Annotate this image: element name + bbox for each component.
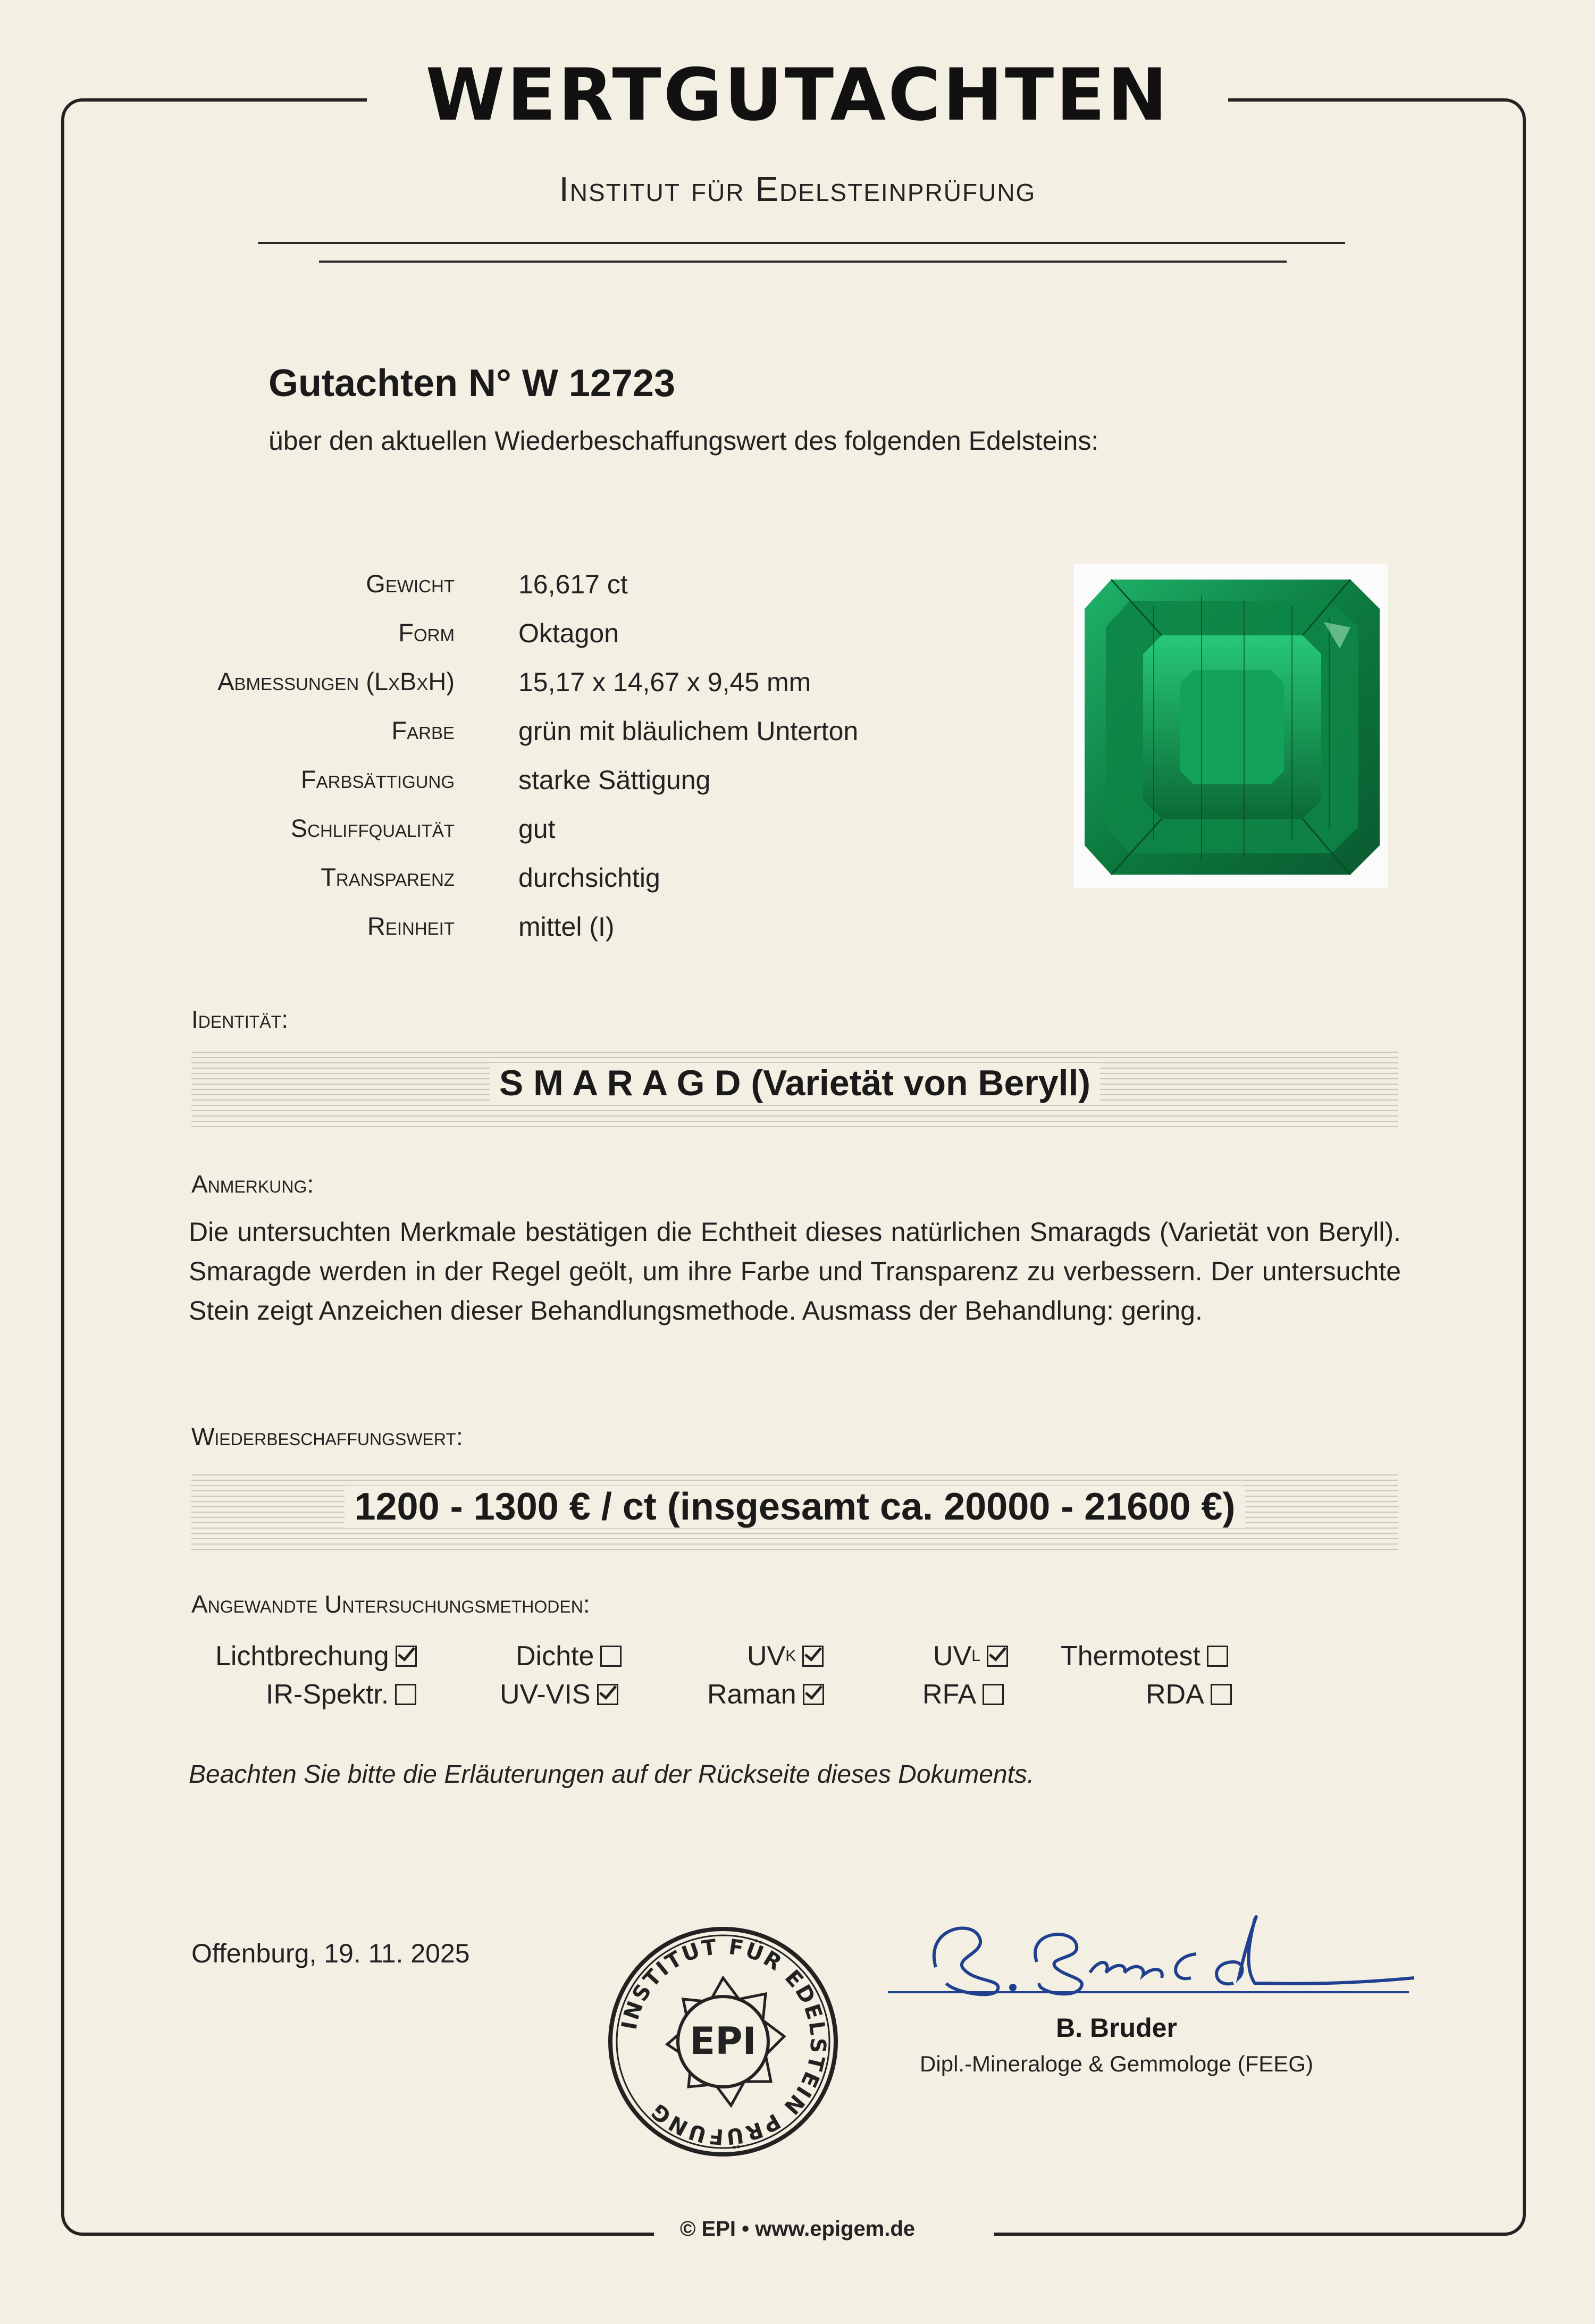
property-value: mittel (I) bbox=[518, 912, 615, 942]
checkbox-checked-icon bbox=[987, 1646, 1008, 1667]
method-name: UV-VIS bbox=[500, 1679, 591, 1710]
property-label: Farbe bbox=[391, 716, 455, 744]
remark-text: Die untersuchten Merkmale bestätigen die Echtheit dieses natürlichen Smaragds (Varietät von Beryll). Smaragde werden in der Regel geölt, um ihre Farbe und Transparenz zu verbessern. Der untersuchte Stein zeigt Anzeichen dieser Behandlungsmethode. Ausmass der Behandlung: gering. bbox=[189, 1217, 1401, 1325]
seal-ring-text: INSTITUT FÜR EDELSTEIN PRÜFUNG bbox=[617, 1934, 830, 2149]
remark-label: Anmerkung: bbox=[191, 1170, 314, 1198]
method-sub: L bbox=[971, 1647, 980, 1665]
property-value: gut bbox=[518, 814, 556, 844]
property-label: Abmessungen (LxBxH) bbox=[217, 667, 455, 695]
identity-band bbox=[191, 1047, 1398, 1127]
method-item bbox=[1061, 1640, 1228, 1672]
certificate-intro: über den aktuellen Wiederbeschaffungswert des folgenden Edelsteins: bbox=[268, 426, 1099, 456]
property-label: Transparenz bbox=[321, 863, 455, 891]
property-value: starke Sättigung bbox=[518, 765, 711, 795]
method-name: Thermotest bbox=[1061, 1641, 1201, 1672]
header-rule-1 bbox=[258, 242, 1345, 244]
property-value: durchsichtig bbox=[518, 863, 660, 893]
property-value: 16,617 ct bbox=[518, 569, 628, 599]
signature-icon bbox=[904, 1898, 1425, 1999]
value-label: Wiederbeschaffungswert: bbox=[191, 1423, 463, 1450]
property-label: Schliffqualität bbox=[290, 814, 455, 842]
method-item bbox=[707, 1679, 824, 1710]
back-note: Beachten Sie bitte die Erläuterungen auf der Rückseite dieses Dokuments. bbox=[189, 1760, 1035, 1789]
method-name: Lichtbrechung bbox=[215, 1641, 389, 1672]
header-rule-2 bbox=[319, 261, 1287, 263]
property-label: Gewicht bbox=[366, 569, 455, 598]
property-label: Reinheit bbox=[367, 912, 455, 940]
method-item bbox=[747, 1640, 824, 1672]
checkbox-checked-icon bbox=[396, 1646, 417, 1667]
method-name: Dichte bbox=[516, 1641, 594, 1672]
seal-icon bbox=[606, 1925, 840, 2159]
emerald-octagon-icon bbox=[1074, 564, 1388, 888]
property-row bbox=[0, 911, 1595, 960]
method-item bbox=[1146, 1679, 1232, 1710]
checkbox-empty-icon bbox=[600, 1646, 622, 1667]
handwritten-signature bbox=[904, 1898, 1425, 1999]
checkbox-empty-icon bbox=[395, 1684, 416, 1705]
property-value: grün mit bläulichem Unterton bbox=[518, 716, 859, 746]
method-name: RFA bbox=[922, 1679, 977, 1710]
method-item bbox=[516, 1640, 622, 1672]
method-item bbox=[215, 1640, 417, 1672]
emerald-photo bbox=[1074, 564, 1388, 888]
document-subtitle: Institut für Edelsteinprüfung bbox=[559, 170, 1036, 208]
property-label: Form bbox=[398, 618, 455, 647]
seal-center-text: EPI bbox=[690, 2019, 757, 2063]
method-sub: K bbox=[785, 1647, 796, 1665]
method-item bbox=[500, 1679, 618, 1710]
method-item bbox=[266, 1679, 416, 1710]
method-name: RDA bbox=[1146, 1679, 1204, 1710]
method-item bbox=[933, 1640, 1008, 1672]
checkbox-checked-icon bbox=[597, 1684, 618, 1705]
value-band bbox=[191, 1470, 1398, 1550]
institute-seal bbox=[606, 1925, 840, 2159]
checkbox-checked-icon bbox=[803, 1684, 824, 1705]
methods-label: Angewandte Untersuchungsmethoden: bbox=[191, 1590, 590, 1618]
checkbox-empty-icon bbox=[1207, 1646, 1228, 1667]
signatory-name: B. Bruder bbox=[1056, 2013, 1177, 2043]
identity-label: Identität: bbox=[191, 1005, 288, 1033]
property-value: Oktagon bbox=[518, 618, 619, 648]
method-name: UV bbox=[933, 1641, 972, 1672]
method-name: IR-Spektr. bbox=[266, 1679, 389, 1710]
identity-value: S M A R A G D (Varietät von Beryll) bbox=[490, 1063, 1100, 1103]
replacement-value: 1200 - 1300 € / ct (insgesamt ca. 20000 - 21600 €) bbox=[345, 1486, 1245, 1528]
checkbox-empty-icon bbox=[1211, 1684, 1232, 1705]
footer-copyright: © EPI • www.epigem.de bbox=[679, 2217, 916, 2241]
method-item bbox=[922, 1679, 1004, 1710]
property-value: 15,17 x 14,67 x 9,45 mm bbox=[518, 667, 811, 697]
checkbox-checked-icon bbox=[802, 1646, 824, 1667]
certificate-number: Gutachten N° W 12723 bbox=[268, 362, 675, 405]
place-date: Offenburg, 19. 11. 2025 bbox=[191, 1939, 470, 1968]
property-label: Farbsättigung bbox=[300, 765, 455, 793]
method-name: UV bbox=[747, 1641, 786, 1672]
signatory-title: Dipl.-Mineraloge & Gemmologe (FEEG) bbox=[920, 2051, 1313, 2076]
method-name: Raman bbox=[707, 1679, 796, 1710]
signature-line bbox=[888, 1991, 1409, 1993]
checkbox-empty-icon bbox=[983, 1684, 1004, 1705]
document-title: WERTGUTACHTEN bbox=[425, 53, 1170, 137]
